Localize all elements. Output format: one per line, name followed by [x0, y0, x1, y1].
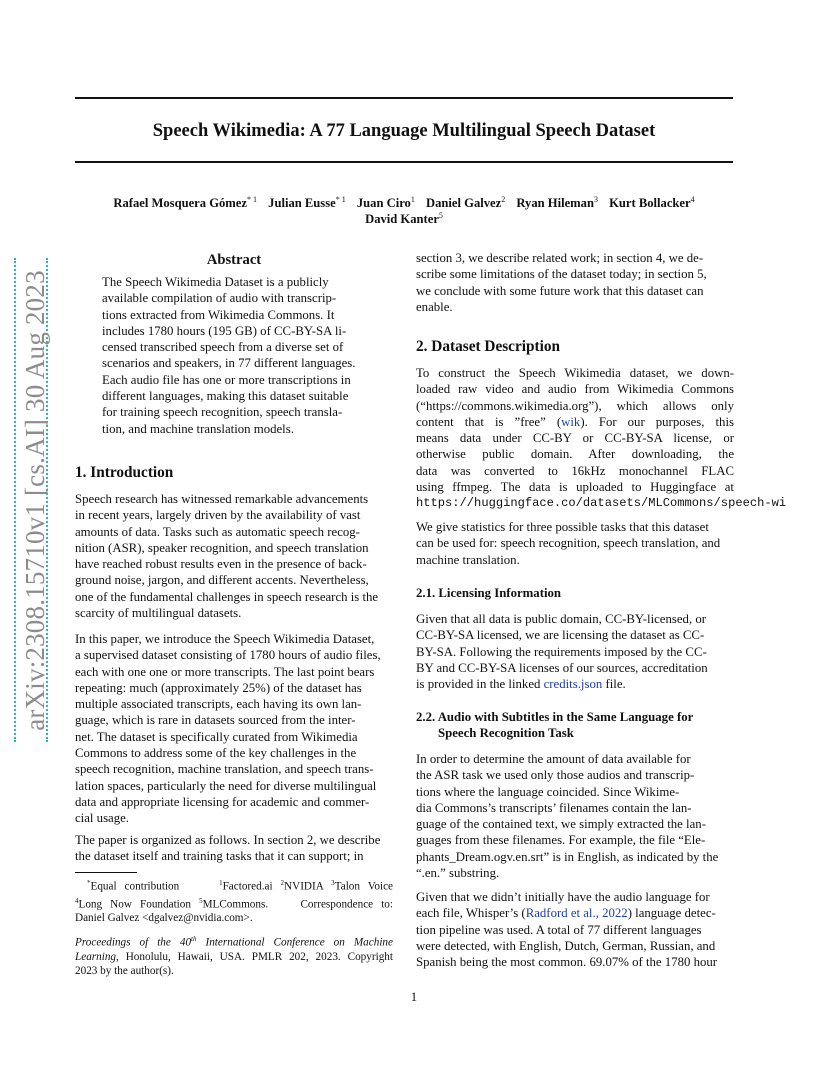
- text-span: content that is ”free” (: [416, 414, 562, 429]
- text-line: The paper is organized as follows. In section 2, we describe: [75, 833, 381, 847]
- text-line: using ffmpeg. The data is uploaded to Huggingface at: [416, 480, 734, 495]
- text-line: Commons to address some of the key challenges in the: [75, 746, 357, 761]
- text-line: guage of the contained text, we simply extracted the lan-: [416, 817, 706, 832]
- abstract-heading: Abstract: [206, 252, 262, 268]
- text-line: [416, 905, 734, 921]
- text-line: speech recognition, machine translation, and speech trans-: [75, 762, 374, 777]
- text-line: BY-SA. Following the requirements imposed by the CC-: [416, 644, 707, 659]
- text-line: loaded raw video and audio from Wikimedia Commons: [416, 382, 734, 397]
- section-2-1-heading: 2.1. Licensing Information: [416, 586, 562, 600]
- proceedings-sup: th: [191, 935, 197, 943]
- author: Rafael Mosquera Gómez$^{* 1}$: [113, 195, 257, 211]
- footnote-rule: [75, 872, 137, 873]
- affiliation: Long Now Foundation: [78, 898, 191, 911]
- text-line: were detected, with English, Dutch, German, Russian, and: [416, 938, 716, 953]
- text-line: lation spaces, particularly the need for diverse multilingual: [75, 778, 377, 793]
- huggingface-url[interactable]: https://huggingface.co/datasets/MLCommons/speech-wi: [416, 496, 787, 511]
- arxiv-identifier[interactable]: arXiv:2308.15710v1 [cs.AI] 30 Aug 2023: [19, 269, 50, 731]
- abstract-line: tion, and machine translation models.: [102, 421, 294, 436]
- author: David Kanter$^5$: [365, 211, 443, 227]
- text-line: multiple associated transcripts, each having its own lan-: [75, 697, 362, 712]
- abstract-line: available compilation of audio with transcrip-: [102, 291, 337, 306]
- affiliation: Factored.ai: [222, 880, 273, 893]
- section-2-2-paragraph-1: [416, 751, 734, 881]
- page-number: 1: [410, 990, 418, 1004]
- intro-paragraph-1: [75, 491, 393, 621]
- text-line: To construct the Speech Wikimedia dataset, we down-: [416, 366, 734, 380]
- text-line: Given that we didn’t initially have the audio language for: [416, 890, 710, 904]
- text-line: CC-BY-SA licensed, we are licensing the dataset as CC-: [416, 628, 705, 643]
- text-line: tions where the language coincided. Since Wikime-: [416, 784, 680, 799]
- correspondence-email: Daniel Galvez <dgalvez@nvidia.com>.: [75, 912, 253, 925]
- abstract-line: for training speech recognition, speech transla-: [102, 405, 343, 420]
- abstract-line: tions extracted from Wikimedia Commons. It: [102, 307, 335, 322]
- text-line: can be used for: speech recognition, speech translation, and: [416, 536, 721, 551]
- author: Kurt Bollacker$^4$: [609, 195, 695, 211]
- text-span: each file, Whisper’s (: [416, 906, 526, 921]
- text-line: “.en.” substring.: [416, 866, 500, 881]
- text-line: BY and CC-BY-SA licenses of our sources, accreditation: [416, 660, 708, 675]
- text-line: guage, which is rare in datasets sourced from the inter-: [75, 713, 356, 728]
- section-2-1-body: [416, 611, 734, 692]
- proceedings-note: [75, 932, 393, 978]
- author: Daniel Galvez$^2$: [426, 195, 506, 211]
- heading-line: Speech Recognition Task: [438, 726, 574, 741]
- citation-link-radford[interactable]: Radford et al., 2022: [525, 906, 628, 921]
- abstract-line: censed transcribed speech from a diverse set of: [102, 340, 344, 355]
- text-line: one of the fundamental challenges in speech research is the: [75, 589, 379, 604]
- affiliation: MLCommons.: [202, 898, 269, 911]
- title-bottom-rule: [75, 161, 733, 163]
- equal-contribution-note: Equal contribution: [90, 880, 180, 893]
- text-line: in recent years, largely driven by the availability of vast: [75, 508, 361, 523]
- abstract-line: scenarios and speakers, in 77 different languages.: [102, 356, 356, 371]
- proceedings-text: International Conference on Machine: [196, 936, 393, 949]
- proceedings-text: Proceedings of the 40: [75, 936, 192, 949]
- text-line: Spanish being the most common. 69.07% of the 1780 hour: [416, 955, 718, 970]
- text-line: the ASR task we used only those audios and transcrip-: [416, 768, 695, 783]
- heading-line: 2.2. Audio with Subtitles in the Same Language for: [416, 710, 694, 724]
- abstract-line: different languages, making this dataset suitable: [102, 389, 349, 404]
- text-line: section 3, we describe related work; in section 4, we de-: [416, 251, 704, 265]
- text-line: cial usage.: [75, 811, 130, 826]
- text-line: (“https://commons.wikimedia.org”), which allows only: [416, 398, 734, 413]
- text-span: ). For our purposes, this: [580, 414, 734, 429]
- text-line: we conclude with some future work that this dataset can: [416, 283, 704, 298]
- text-line: dia Commons’s transcripts’ filenames contain the lan-: [416, 800, 692, 815]
- text-line: enable.: [416, 299, 453, 314]
- citation-link-wik[interactable]: wik: [561, 414, 581, 429]
- intro-continuation: [416, 250, 734, 315]
- text-line: Speech research has witnessed remarkable advancements: [75, 492, 369, 506]
- abstract-body: [102, 274, 367, 437]
- author: Juan Ciro$^1$: [356, 195, 415, 211]
- text-line: net. The dataset is specifically curated from Wikimedia: [75, 729, 358, 744]
- text-line: In this paper, we introduce the Speech Wikimedia Dataset,: [75, 632, 375, 646]
- text-line: In order to determine the amount of data available for: [416, 752, 691, 766]
- text-span: file.: [602, 677, 626, 692]
- author: Ryan Hileman$^3$: [516, 195, 598, 211]
- section-2-paragraph-1: [416, 365, 787, 512]
- affiliation-footnote: *Equal contribution $^1$Factored.ai $^2$NVIDIA $^3$Talon Voice $^4$Long Now Foundation $^5$MLCommons. Correspondence to: Daniel Galvez <dgalvez@nvidia.com>.: [75, 879, 394, 925]
- intro-paragraph-3: [75, 832, 393, 865]
- paper-title: Speech Wikimedia: A 77 Language Multilingual Speech Dataset: [152, 121, 656, 141]
- section-2-2-paragraph-2: [416, 889, 734, 970]
- proceedings-text: , Honolulu, Hawaii, USA. PMLR 202, 2023. Copyright: [116, 950, 393, 963]
- text-line: tion pipeline was used. A total of 77 different languages: [416, 922, 702, 937]
- text-line: [416, 414, 734, 430]
- section-2-paragraph-2: [416, 519, 734, 568]
- text-line: data was converted to 16kHz monochannel FLAC: [416, 463, 734, 478]
- text-line: otherwise public domain. After downloading, the: [416, 447, 734, 462]
- text-line: machine translation.: [416, 552, 520, 567]
- text-line: scribe some limitations of the dataset today; in section 5,: [416, 267, 707, 282]
- text-line: the dataset itself and training tasks that it can support; in: [75, 849, 364, 864]
- correspondence-label: Correspondence to:: [300, 898, 394, 911]
- text-line: guages from these filenames. For example, the file “Ele-: [416, 833, 706, 848]
- section-2-2-heading: [416, 709, 693, 742]
- top-rule: [75, 97, 733, 99]
- text-line: We give statistics for three possible tasks that this dataset: [416, 520, 709, 534]
- text-line: have reached robust results even in the presence of back-: [75, 557, 367, 572]
- text-line: scarcity of multilingual datasets.: [75, 606, 242, 621]
- text-line: nition (ASR), speaker recognition, and speech translation: [75, 540, 369, 555]
- affiliation: Talon Voice: [334, 880, 394, 893]
- text-line: each with one one or more transcripts. The last point bears: [75, 664, 375, 679]
- text-line: a supervised dataset consisting of 1780 hours of audio files,: [75, 648, 381, 663]
- text-span: ) language detec-: [627, 906, 716, 921]
- text-line: amounts of data. Tasks such as automatic speech recog-: [75, 524, 360, 539]
- text-line: [416, 676, 734, 692]
- text-line: repeating: much (approximately 25%) of the dataset has: [75, 680, 362, 695]
- author-list-line2: [40, 207, 768, 228]
- arxiv-stamp[interactable]: [20, 260, 50, 740]
- text-line: means data under CC-BY or CC-BY-SA license, or: [416, 431, 734, 446]
- abstract-line: Each audio file has one or more transcriptions in: [102, 372, 351, 387]
- introduction-heading: 1. Introduction: [75, 464, 174, 481]
- affiliation: NVIDIA: [284, 880, 324, 893]
- text-line: Given that all data is public domain, CC-BY-licensed, or: [416, 612, 707, 626]
- text-span: is provided in the linked: [416, 677, 544, 692]
- copyright-line: 2023 by the author(s).: [75, 964, 174, 977]
- abstract-line: The Speech Wikimedia Dataset is a publicly: [102, 275, 329, 289]
- credits-json-link[interactable]: credits.json: [543, 677, 603, 692]
- author: Julian Eusse$^{* 1}$: [268, 195, 346, 211]
- abstract-line: includes 1780 hours (195 GB) of CC-BY-SA li-: [102, 323, 347, 338]
- text-line: data and appropriate licensing for academic and commer-: [75, 794, 370, 809]
- text-line: ground noise, jargon, and different accents. Nevertheless,: [75, 573, 369, 588]
- intro-paragraph-2: [75, 631, 393, 827]
- section-2-heading: 2. Dataset Description: [416, 338, 561, 355]
- text-line: phants_Dream.ogv.en.srt” is in English, as indicated by the: [416, 849, 719, 864]
- proceedings-text: Learning: [75, 950, 117, 963]
